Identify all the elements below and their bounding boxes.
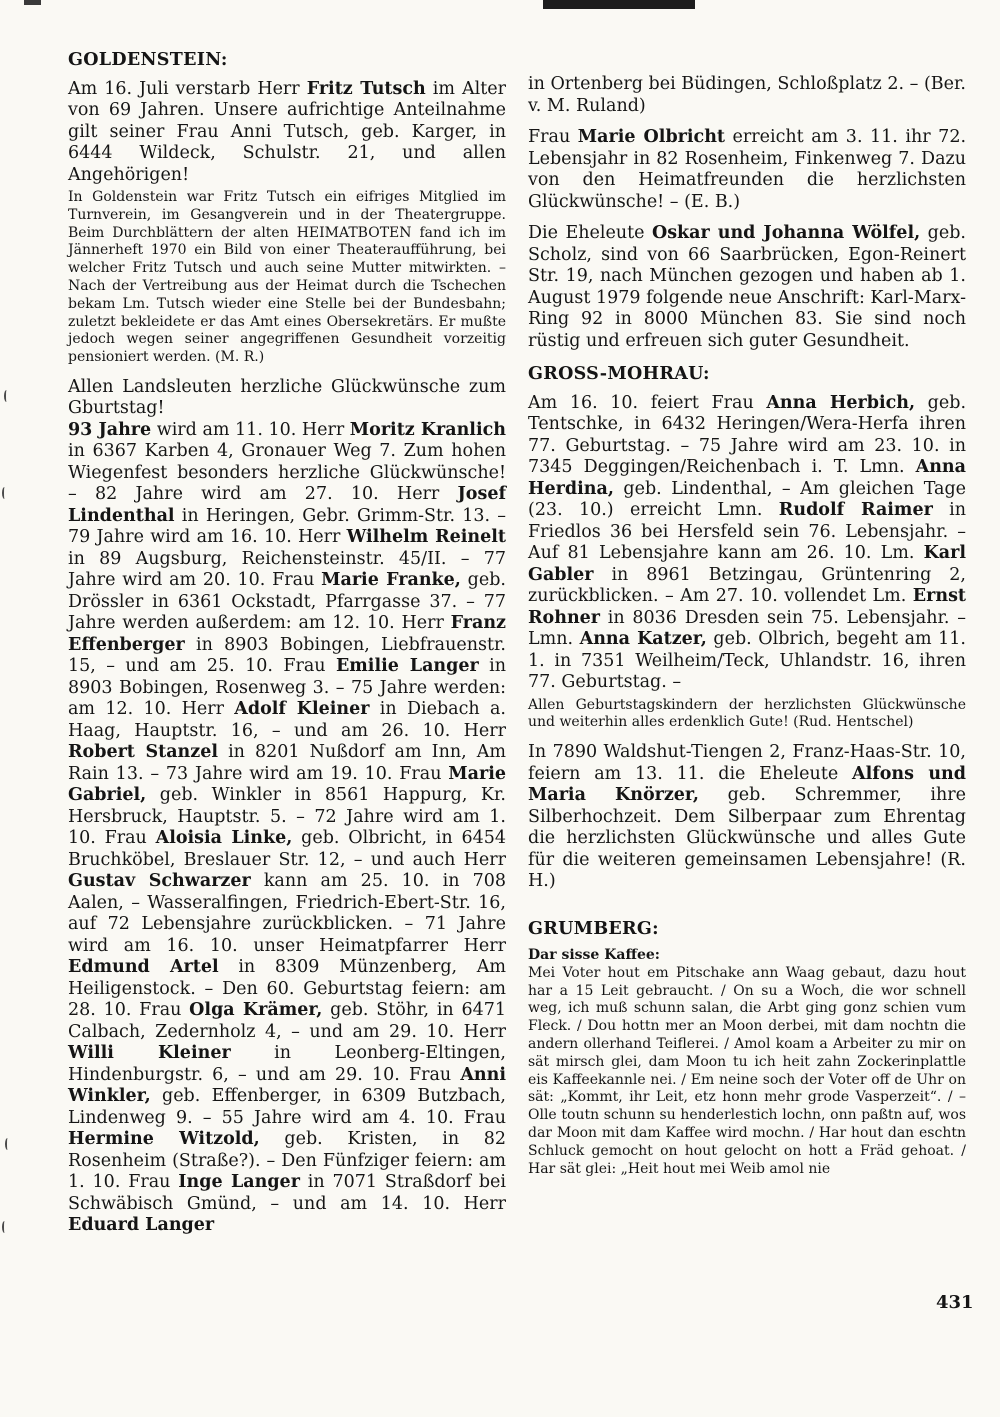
bold-text: Anni Winkler,: [68, 1064, 506, 1107]
text-run: In Goldenstein war Fritz Tutsch ein eifriges Mitglied im Turnverein, im Gesangverein und in der Theatergruppe. Beim Durchblättern der alten HEIMATBOTEN fand ich im Jännerheft 1970 ein Bild von einer Theateraufführung, bei welcher Fritz Tutsch und auch seine Mutter mitwirkten. – Nach der Vertreibung aus der Heimat durch die Tschechen bekam Lm. Tutsch wieder eine Stelle bei der Bundesbahn; zuletzt bekleidete er das Amt eines Obersekretärs. Er mußte jedoch wegen seiner angegriffenen Gesundheit vorzeitig pensioniert werden. (M. R.): [68, 189, 506, 366]
bold-text: Fritz Tutsch: [306, 78, 426, 99]
bold-text: Anna Katzer,: [579, 629, 707, 649]
text-run: GOLDENSTEIN:: [68, 50, 228, 70]
paragraph: [68, 420, 506, 1237]
paragraph: [528, 697, 966, 733]
text-run: Dar sisse Kaffee:: [528, 947, 660, 964]
scan-artifact-mark: [4, 390, 9, 402]
section-heading: [528, 919, 966, 941]
bold-text: Ernst Rohner: [528, 586, 966, 628]
text-run: geb. Scholz, sind von 66 Saarbrücken, Egon-Reinert Str. 19, nach München gezogen und haben ab 1. August 1979 folgende neue Anschrift: Karl-Marx-Ring 92 in 8000 München 83. Sie sind noch rüstig und erfreuen sich guter Gesundheit.: [528, 223, 966, 351]
bold-text: Hermine Witzold,: [68, 1129, 260, 1150]
text-run: in 8903 Bobingen, Rosenweg 3. – 75 Jahre werden: am 12. 10. Herr: [68, 656, 507, 720]
bold-text: Karl Gabler: [528, 543, 966, 585]
text-run: in Leonberg-Eltingen, Hindenburgstr. 6, – und am 29. 10. Frau: [68, 1043, 506, 1085]
bold-text: Inge Langer: [178, 1172, 300, 1193]
text-run: GRUMBERG:: [528, 918, 659, 939]
text-run: geb. Drössler in 6361 Ockstadt, Pfarrgasse 37. – 77 Jahre werden außerdem: am 12. 10. Herr: [68, 570, 506, 634]
bold-text: Franz Effenberger: [68, 613, 506, 655]
section-heading: [528, 364, 966, 386]
text-run: GROSS-MOHRAU:: [528, 364, 710, 384]
paragraph: [528, 965, 966, 1179]
bold-text: Robert Stanzel: [68, 742, 218, 763]
text-run: Am 16. Juli verstarb Herr: [68, 78, 307, 99]
text-run: wird am 11. 10. Herr: [151, 419, 350, 440]
text-run: in Heringen, Gebr. Grimm-Str. 13. – 79 Jahre wird am 16. 10. Herr: [68, 505, 506, 548]
text-run: geb. Tentschke, in 6432 Heringen/Wera-Herfa ihren 77. Geburtstag. – 75 Jahre wird am 23. 10. in 7345 Deggingen/Reichenbach i. T. Lmn.: [528, 392, 967, 477]
scan-artifact-mark: [2, 487, 7, 499]
bold-text: Marie Gabriel,: [68, 763, 506, 806]
text-run: In 7890 Waldshut-Tiengen 2, Franz-Haas-Str. 10, feiern am 13. 11. die Eheleute: [528, 742, 966, 784]
text-run: im Alter von 69 Jahren. Unsere aufrichtige Anteilnahme gilt seiner Frau Anni Tutsch, geb. Karger, in 6444 Wildeck, Schulstr. 21, und allen Angehörigen!: [68, 78, 506, 185]
text-run: geb. Lindenthal, – Am gleichen Tage (23. 10.) erreicht Lmn.: [528, 478, 966, 520]
text-run: Allen Landsleuten herzliche Glückwünsche zum Gburtstag!: [68, 376, 506, 419]
text-run: in 8201 Nußdorf am Inn, Am Rain 13. – 73 Jahre wird am 19. 10. Frau: [68, 742, 506, 784]
text-run: geb. Winkler in 8561 Happurg, Kr. Hersbruck, Hauptstr. 5. – 72 Jahre wird am 1. 10. Frau: [68, 785, 506, 849]
bold-text: Josef Lindenthal: [68, 484, 506, 526]
text-run: Allen Geburtstagskindern der herzlichsten Glückwünsche und weiterhin alles erdenklich Gute! (Rud. Hentschel): [528, 696, 966, 731]
text-run: in Ortenberg bei Büdingen, Schloßplatz 2. – (Ber. v. M. Ruland): [528, 74, 966, 116]
bold-text: Anna Herdina,: [528, 457, 966, 499]
scan-artifact-mark: [5, 1138, 10, 1150]
text-run: in 8903 Bobingen, Liebfrauenstr. 15, – und am 25. 10. Frau: [68, 634, 506, 677]
bold-text: Alfons und Maria Knörzer,: [528, 763, 966, 806]
text-run: geb. Stöhr, in 6471 Calbach, Zedernholz 4, – und am 29. 10. Herr: [68, 1000, 506, 1042]
bold-text: Eduard Langer: [68, 1215, 215, 1236]
bold-text: Moritz Kranlich: [349, 419, 506, 440]
bold-text: Edmund Artel: [68, 957, 219, 978]
paragraph: [68, 189, 506, 367]
bold-text: Oskar und Johanna Wölfel,: [651, 223, 921, 243]
paragraph: [528, 223, 966, 352]
bold-text: Anna Herbich,: [766, 392, 916, 413]
text-run: erreicht am 3. 11. ihr 72. Lebensjahr in 82 Rosenheim, Finkenweg 7. Dazu von den Heimatfreunden die herzlichsten Glückwünsche! – (E. B.): [528, 127, 967, 212]
section-heading: [68, 50, 506, 72]
text-run: in 89 Augsburg, Reichensteinstr. 45/II. – 77 Jahre wird am 20. 10. Frau: [68, 548, 506, 591]
text-run: in 8961 Betzingau, Grüntenring 2, zurückblicken. – Am 27. 10. vollendet Lm.: [528, 564, 966, 606]
paragraph: [528, 74, 966, 117]
sub-heading: [528, 947, 966, 965]
bold-text: Wilhelm Reinelt: [346, 527, 506, 548]
text-run: Am 16. 10. feiert Frau: [528, 392, 767, 413]
bold-text: Emilie Langer: [335, 656, 479, 677]
text-run: Die Eheleute: [528, 223, 652, 243]
bold-text: Olga Krämer,: [189, 1000, 323, 1021]
paragraph: [528, 742, 966, 893]
text-run: geb. Olbricht, in 6454 Bruchköbel, Breslauer Str. 12, – und auch Herr: [68, 828, 506, 870]
bold-text: Aloisia Linke,: [155, 828, 293, 849]
paragraph: [528, 127, 966, 213]
scan-artifact-corner: [24, 0, 41, 5]
text-run: Frau: [528, 127, 578, 147]
left-column: [68, 50, 506, 1247]
text-run: Mei Voter hout em Pitschake ann Waag gebaut, dazu hout har a 15 Leit gebraucht. / On su a Woch, die wor schnell weg, ich muß schunn salan, die Arbt ging gonz schien vum Fleck. / Dou hottn mer an Moon derbei, mit dam nochtn die andern ollerhand Teiflerei. / Amol koam a Arbeiter zu mir on sät mirsch glei, dam Moon tu ich heit zahn Zockerinplattle eis Kaffeekannle nei. / Em neine soch der Voter off de Uhr on sät: „Kommt, ihr Leit, etz honn mehr grode Vasperzeit“. / – Olle toutn schunn su henderlestich lochn, onn paßtn auf, wos dar Moon mit dam Kaffee wird mochn. / Har hout dan eschtn Schluck gemocht on hout gelocht on hott a Fräd gehoat. / Har sät glei: „Heit hout mei Weib amol nie: [528, 964, 966, 1177]
bold-text: 93 Jahre: [68, 419, 152, 440]
text-run: in Friedlos 36 bei Hersfeld sein 76. Lebensjahr. – Auf 81 Lebensjahre kann am 26. 10. Lm.: [528, 500, 967, 563]
text-run: in Diebach a. Haag, Hauptstr. 16, – und am 26. 10. Herr: [68, 699, 506, 741]
bold-text: Gustav Schwarzer: [68, 871, 251, 892]
paragraph: [528, 393, 966, 694]
text-run: geb. Effenberger, in 6309 Butzbach, Lindenweg 9. – 55 Jahre wird am 4. 10. Frau: [68, 1086, 506, 1128]
scan-artifact-mark: [2, 1221, 7, 1233]
text-run: in 7071 Straßdorf bei Schwäbisch Gmünd, – und am 14. 10. Herr: [68, 1172, 506, 1214]
bold-text: Rudolf Raimer: [778, 500, 933, 520]
text-run: kann am 25. 10. in 708 Aalen, – Wasseralfingen, Friedrich-Ebert-Str. 16, auf 72 Lebensjahre zurückblicken. – 71 Jahre wird am 16. 10. unser Heimatpfarrer Herr: [68, 871, 506, 956]
page-number: 431: [936, 1292, 974, 1313]
bold-text: Marie Franke,: [321, 570, 461, 591]
scan-artifact-top-bar: [543, 0, 695, 9]
text-run: geb. Olbrich, begeht am 11. 1. in 7351 Weilheim/Teck, Uhlandstr. 16, ihren 77. Geburtstag. –: [528, 629, 966, 692]
bold-text: Willi Kleiner: [68, 1043, 231, 1064]
paragraph: [68, 79, 506, 187]
text-run: geb. Schremmer, ihre Silberhochzeit. Dem Silberpaar zum Ehrentag die herzlichsten Glückwünsche und alles Gute für die weiteren gemeinsamen Lebensjahre! (R. H.): [528, 785, 967, 892]
right-column: [528, 74, 966, 1188]
text-run: in 8309 Münzenberg, Am Heiligenstock. – Den 60. Geburtstag feiern: am 28. 10. Frau: [68, 957, 507, 1021]
text-run: in 8036 Dresden sein 75. Lebensjahr. – Lmn.: [528, 607, 966, 649]
text-run: geb. Kristen, in 82 Rosenheim (Straße?). – Den Fünfziger feiern: am 1. 10. Frau: [68, 1129, 506, 1193]
paragraph: [68, 377, 506, 420]
bold-text: Marie Olbricht: [577, 127, 726, 147]
bold-text: Adolf Kleiner: [234, 699, 370, 720]
text-run: in 6367 Karben 4, Gronauer Weg 7. Zum hohen Wiegenfest besonders herzliche Glückwünsche! – 82 Jahre wird am 27. 10. Herr: [68, 441, 506, 505]
